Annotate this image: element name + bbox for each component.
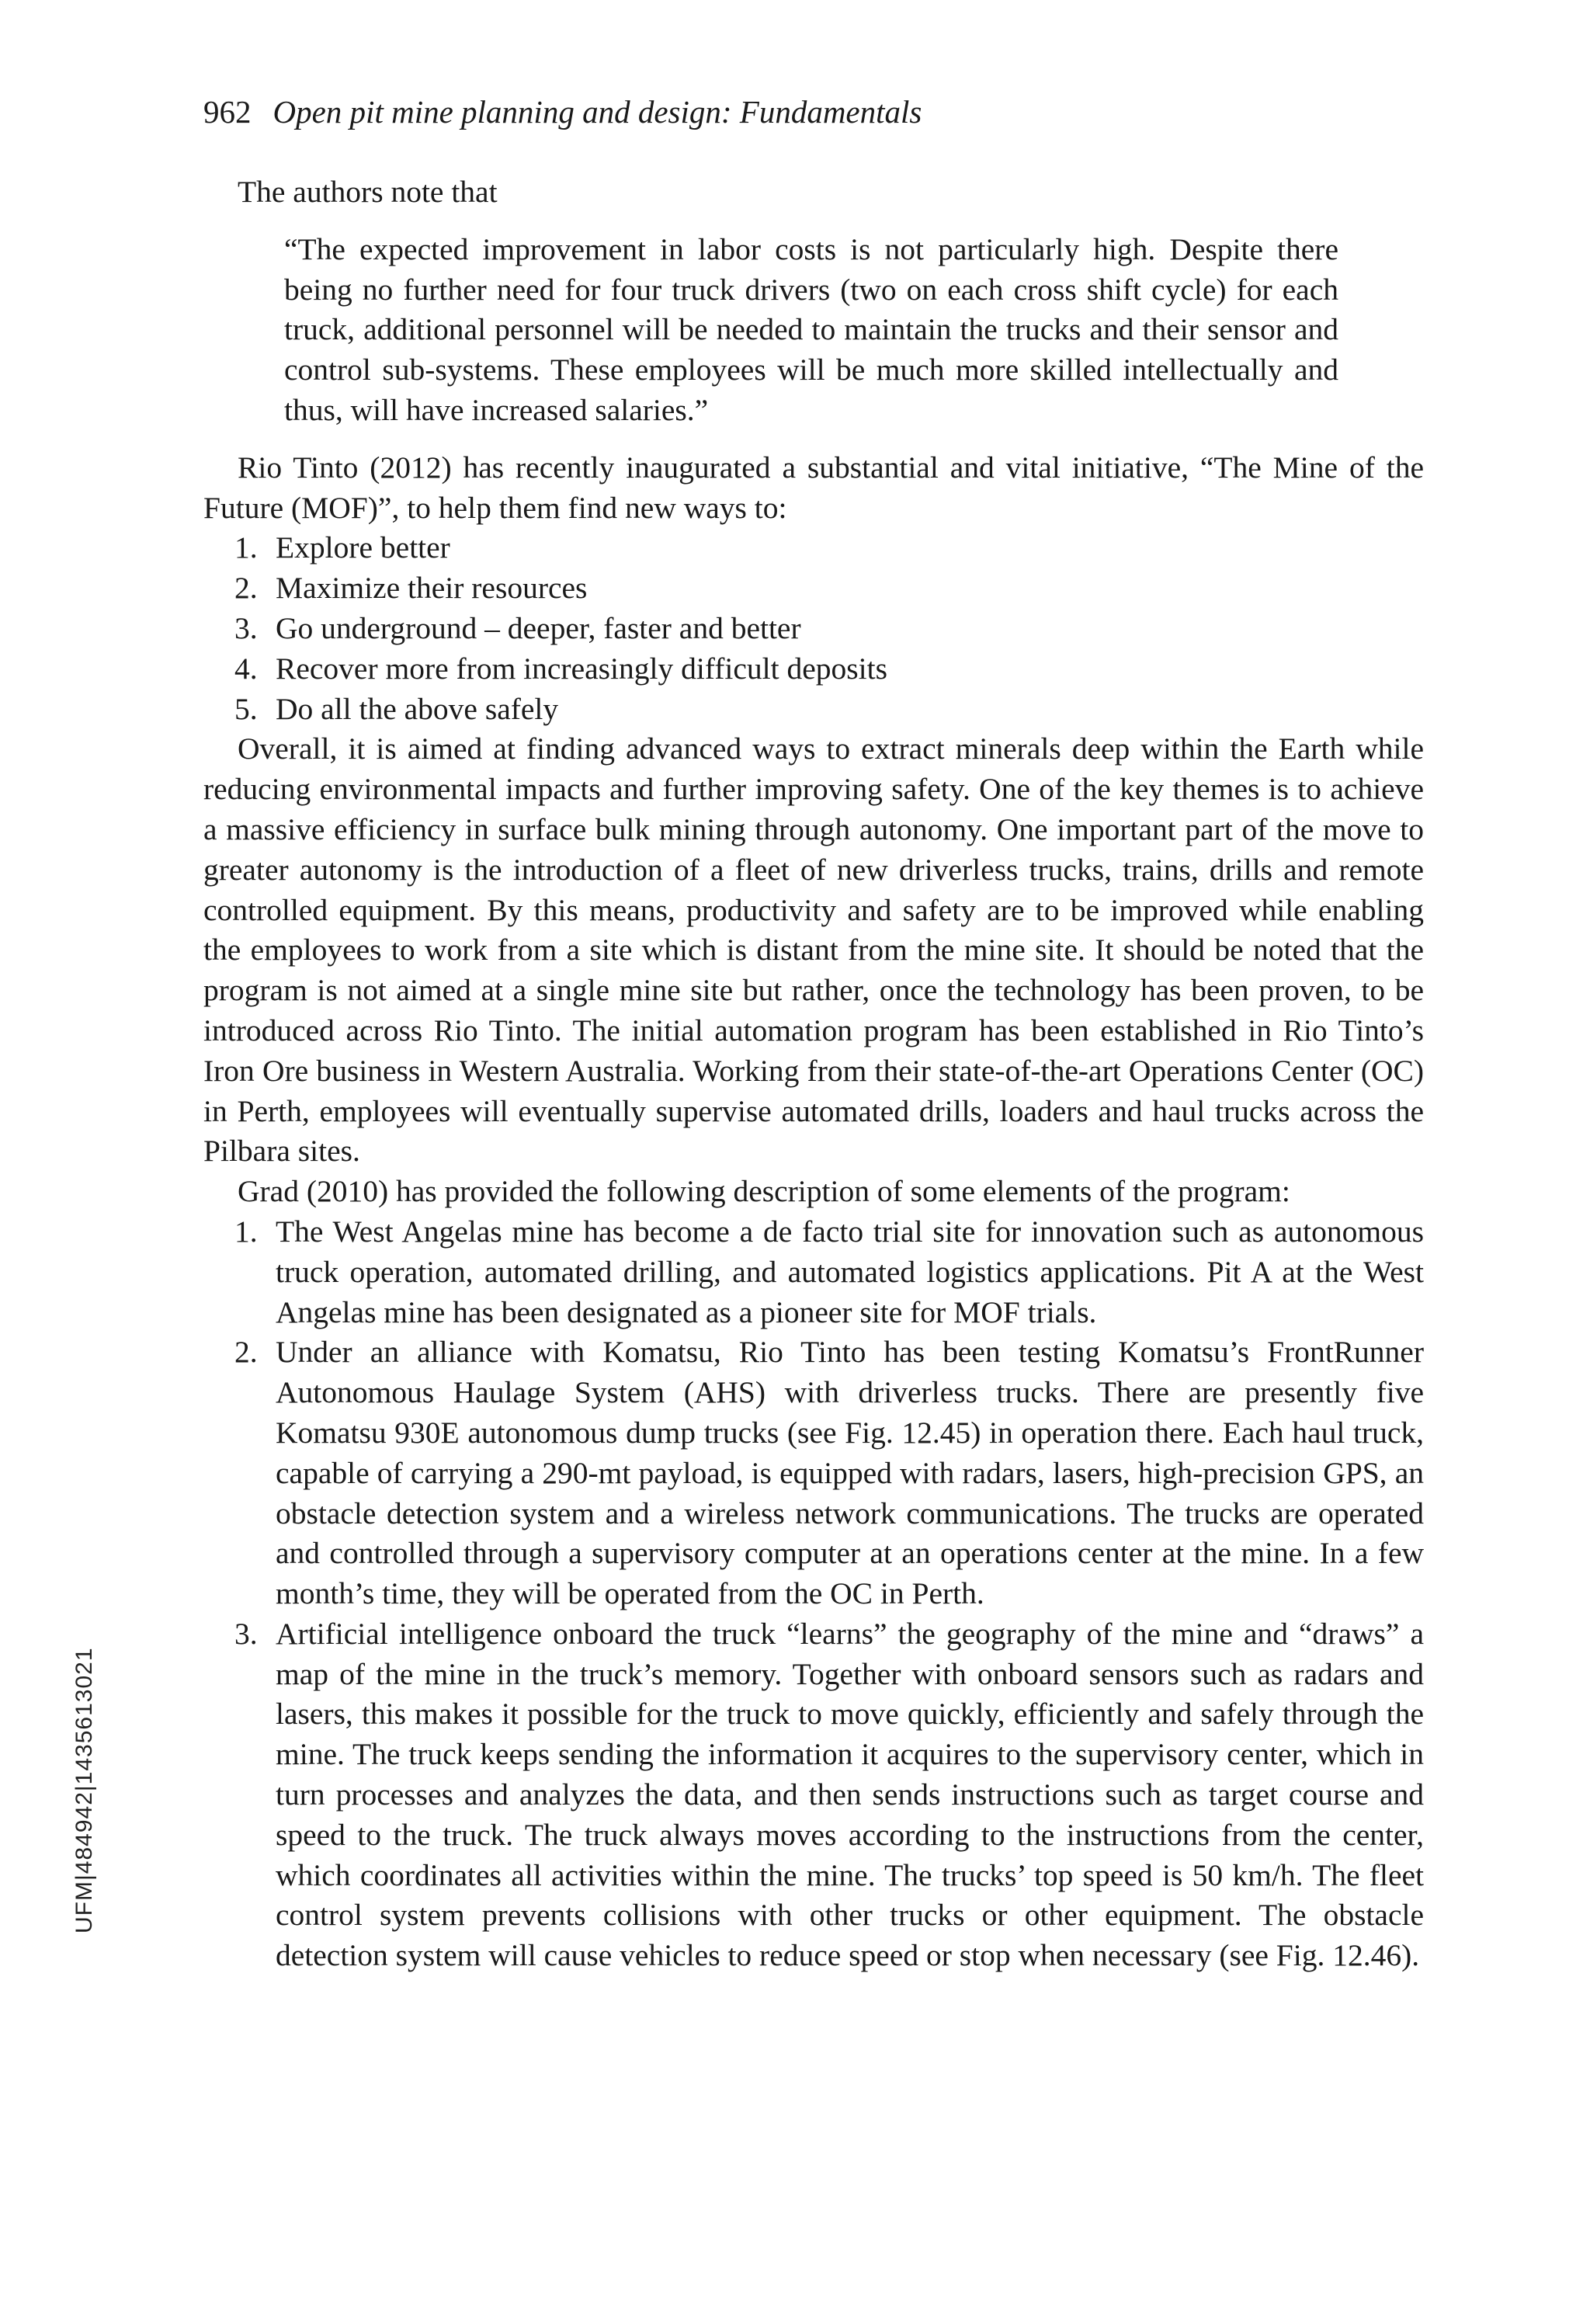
- list-item-text: Go underground – deeper, faster and better: [276, 610, 801, 645]
- list-item-text: Recover more from increasingly difficult deposits: [276, 651, 887, 686]
- overall-paragraph: Overall, it is aimed at finding advanced ways to extract minerals deep within the Earth while reducing environmental impacts and further improving safety. One of the key themes is to achieve a massive efficiency in surface bulk mining through autonomy. One important part of the move to greater autonomy is the introduction of a fleet of new driverless trucks, trains, drills and remote controlled equipment. By this means, productivity and safety are to be improved while enabling the employees to work from a site which is distant from the mine site. It should be noted that the program is not aimed at a single mine site but rather, once the technology has been proven, to be introduced across Rio Tinto. The initial automation program has been established in Rio Tinto’s Iron Ore business in Western Australia. Working from their state-of-the-art Operations Center (OC) in Perth, employees will eventually supervise automated drills, loaders and haul trucks across the Pilbara sites.: [203, 731, 1424, 1169]
- list-item-text: Explore better: [276, 530, 450, 565]
- list-item-number: 1.: [234, 1214, 258, 1249]
- list-item: [203, 528, 1424, 568]
- list-item-text: Do all the above safely: [276, 691, 559, 726]
- list-item: [203, 1614, 1424, 1976]
- list-item-number: 2.: [234, 1335, 258, 1370]
- grad-paragraph: Grad (2010) has provided the following description of some elements of the program:: [238, 1174, 1290, 1209]
- list-item-number: 2.: [234, 571, 258, 606]
- intro-paragraph: The authors note that: [238, 175, 498, 209]
- list-item-text: The West Angelas mine has become a de facto trial site for innovation such as autonomous truck operation, automated drilling, and automated logistics applications. Pit A at the West Angelas mine has been designated as a pioneer site for MOF trials.: [276, 1214, 1424, 1329]
- list-item-number: 3.: [234, 610, 258, 645]
- list-item-number: 1.: [234, 530, 258, 565]
- list-item-text: Maximize their resources: [276, 571, 588, 606]
- list-item-text: Artificial intelligence onboard the truck “learns” the geography of the mine and “draws” a map of the mine in the truck’s memory. Together with onboard sensors such as radars and lasers, this makes it possible for the truck to move quickly, efficiently and safely through the mine. The truck keeps sending the information it acquires to the supervisory center, which in turn processes and analyzes the data, and then sends instructions such as target course and speed to the truck. The truck always moves according to the instructions from the center, which coordinates all activities within the mine. The trucks’ top speed is 50 km/h. The fleet control system prevents collisions with other trucks or other equipment. The obstacle detection system will cause vehicles to reduce speed or stop when necessary (see Fig. 12.46).: [276, 1616, 1424, 1973]
- mof-paragraph: Rio Tinto (2012) has recently inaugurated a substantial and vital initiative, “The Mine of the Future (MOF)”, to help them find new ways to:: [203, 450, 1424, 525]
- list-item-number: 5.: [234, 691, 258, 726]
- list-item: [203, 690, 1424, 730]
- book-subtitle: : Fundamentals: [720, 94, 922, 130]
- list-item-number: 4.: [234, 651, 258, 686]
- mof-goals-list: [203, 528, 1424, 729]
- margin-identifier: UFM|484942|1435613021: [71, 1647, 97, 1933]
- list-item-text: Under an alliance with Komatsu, Rio Tinto has been testing Komatsu’s FrontRunner Autonomous Haulage System (AHS) with driverless trucks. There are presently five Komatsu 930E autonomous dump trucks (see Fig. 12.45) in operation there. Each haul truck, capable of carrying a 290-mt payload, is equipped with radars, lasers, high-precision GPS, an obstacle detection system and a wireless network communications. The trucks are operated and controlled through a supervisory computer at an operations center at the mine. In a few month’s time, they will be operated from the OC in Perth.: [276, 1335, 1424, 1611]
- list-item: [203, 568, 1424, 609]
- list-item-number: 3.: [234, 1616, 258, 1651]
- block-quote: [284, 230, 1338, 431]
- page-number: 962: [203, 94, 252, 130]
- list-item: [203, 1332, 1424, 1614]
- list-item: [203, 1212, 1424, 1332]
- quote-text: “The expected improvement in labor costs is not particularly high. Despite there being no further need for four truck drivers (two on each cross shift cycle) for each truck, additional personnel will be needed to maintain the trucks and their sensor and control sub-systems. These employees will be much more skilled intellectually and thus, will have increased salaries.”: [284, 231, 1338, 427]
- program-elements-list: [203, 1212, 1424, 1976]
- body-text: [203, 172, 1424, 1976]
- list-item: [203, 609, 1424, 649]
- book-title: Open pit mine planning and design: [273, 94, 721, 130]
- running-header: [203, 92, 922, 132]
- list-item: [203, 649, 1424, 690]
